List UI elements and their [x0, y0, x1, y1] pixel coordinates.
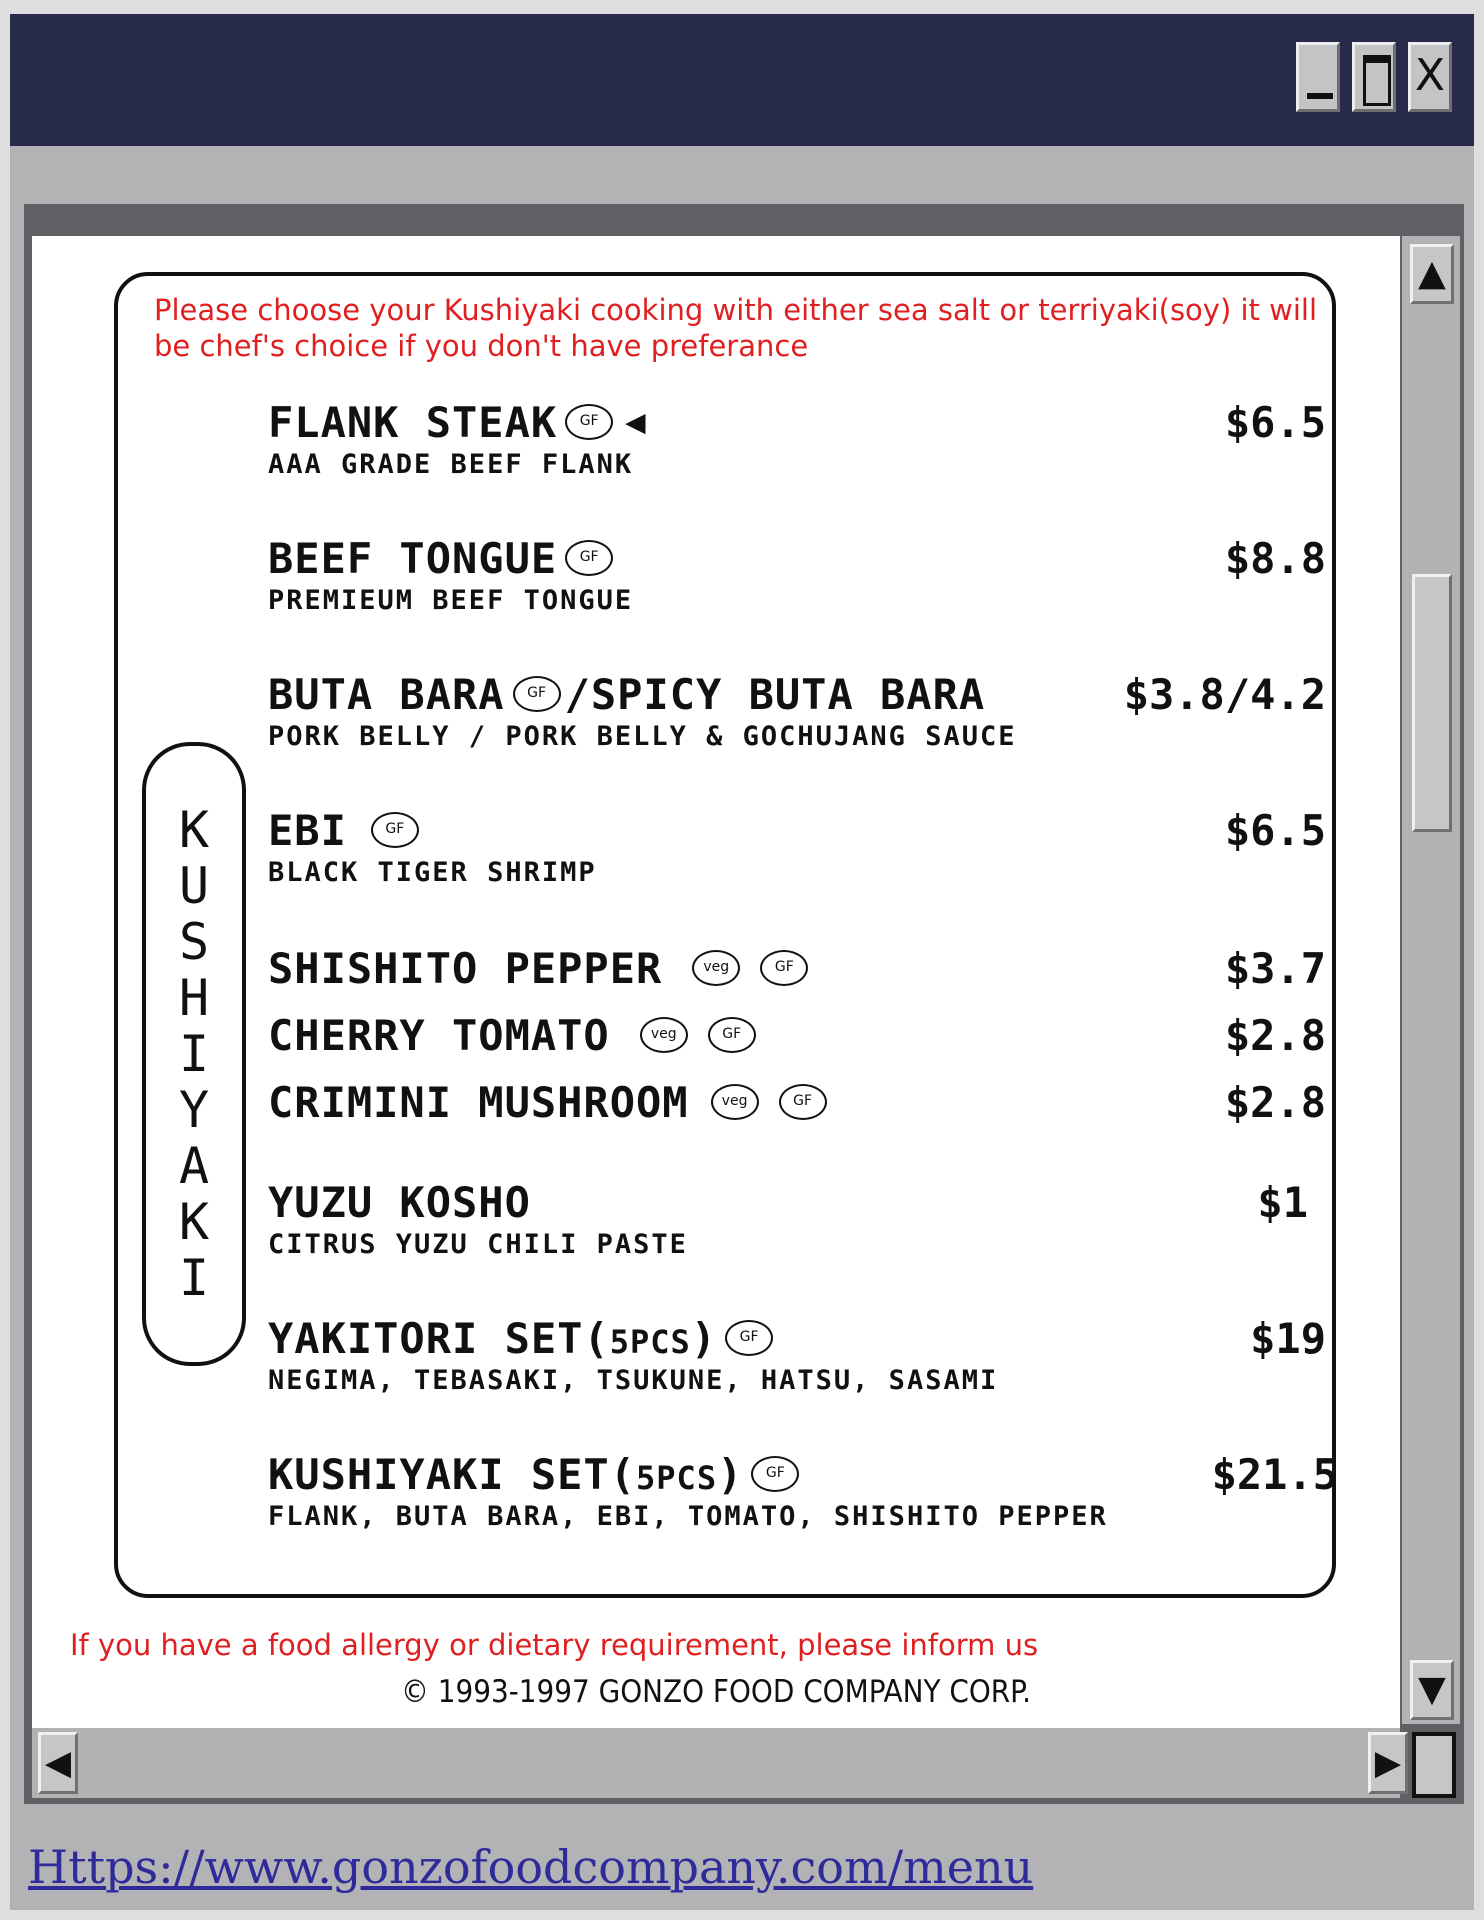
resize-grip[interactable] — [1412, 1732, 1456, 1798]
item-price: $21.5 — [1211, 1450, 1338, 1499]
item-name: KUSHIYAKI SET(5PCS) GF — [268, 1450, 1338, 1499]
item-name: BEEF TONGUE GF — [268, 534, 1338, 583]
minimize-icon — [1307, 93, 1333, 99]
gluten-free-icon: GF — [725, 1320, 773, 1356]
allergy-note: If you have a food allergy or dietary requirement, please inform us — [70, 1628, 1039, 1662]
item-price: $1 — [1257, 1178, 1308, 1227]
menu-url-link[interactable]: Https://www.gonzofoodcompany.com/menu — [28, 1840, 1034, 1894]
menu-item — [268, 1078, 1338, 1127]
scroll-up-button[interactable]: ▲ — [1410, 244, 1454, 304]
vertical-scrollbar[interactable] — [1402, 236, 1460, 1724]
item-price: $6.5 — [1224, 806, 1326, 855]
menu-item — [268, 398, 1338, 480]
item-description: BLACK TIGER SHRIMP — [268, 857, 597, 888]
menu-item — [268, 670, 1338, 752]
menu-document — [32, 236, 1400, 1728]
menu-item — [268, 534, 1338, 616]
scroll-right-button[interactable]: ▶ — [1368, 1732, 1408, 1794]
item-price: $19 — [1250, 1314, 1326, 1363]
menu-item — [268, 944, 1338, 993]
maximize-button[interactable] — [1352, 42, 1396, 112]
item-name: CHERRY TOMATO veg GF — [268, 1011, 1338, 1060]
gluten-free-icon: GF — [760, 950, 808, 986]
item-price: $6.5 — [1224, 398, 1326, 447]
vegetarian-icon: veg — [640, 1017, 688, 1053]
maximize-icon — [1363, 55, 1391, 106]
vegetarian-icon: veg — [692, 950, 740, 986]
item-name: YAKITORI SET(5PCS) GF — [268, 1314, 1338, 1363]
scroll-thumb[interactable] — [1412, 574, 1452, 832]
item-name: YUZU KOSHO — [268, 1178, 531, 1227]
gluten-free-icon: GF — [565, 404, 613, 440]
item-name: SHISHITO PEPPER veg GF — [268, 944, 1338, 993]
item-description: NEGIMA, TEBASAKI, TSUKUNE, HATSU, SASAMI — [268, 1365, 999, 1396]
gluten-free-icon: GF — [565, 540, 613, 576]
copyright: © 1993-1997 GONZO FOOD COMPANY CORP. — [401, 1674, 1031, 1710]
item-description: PREMIEUM BEEF TONGUE — [268, 585, 634, 616]
menu-item — [268, 1314, 1338, 1396]
title-bar[interactable] — [10, 14, 1474, 146]
item-name: BUTA BARA GF /SPICY BUTA BARA — [268, 670, 986, 719]
gluten-free-icon: GF — [708, 1017, 756, 1053]
item-description: CITRUS YUZU CHILI PASTE — [268, 1229, 688, 1260]
horizontal-scrollbar[interactable] — [32, 1728, 1400, 1798]
item-price: $3.7 — [1224, 944, 1326, 993]
menu-item — [268, 1178, 1338, 1260]
section-tab-kushiyaki — [142, 742, 246, 1366]
scroll-down-button[interactable]: ▼ — [1410, 1660, 1454, 1720]
vegetarian-icon: veg — [711, 1084, 759, 1120]
pointer-icon: ◀ — [625, 402, 647, 442]
gluten-free-icon: GF — [513, 676, 561, 712]
gluten-free-icon: GF — [371, 812, 419, 848]
item-price: $8.8 — [1224, 534, 1326, 583]
item-name: FLANK STEAK GF ◀ — [268, 398, 647, 447]
item-description: PORK BELLY / PORK BELLY & GOCHUJANG SAUCE — [268, 721, 1017, 752]
gluten-free-icon: GF — [751, 1456, 799, 1492]
item-price: $3.8/4.2 — [1123, 670, 1326, 719]
menu-item — [268, 806, 1338, 888]
gluten-free-icon: GF — [779, 1084, 827, 1120]
close-button[interactable]: X — [1408, 42, 1452, 112]
item-description: AAA GRADE BEEF FLANK — [268, 449, 634, 480]
menu-item — [268, 1011, 1338, 1060]
menu-item — [268, 1450, 1338, 1532]
item-description: FLANK, BUTA BARA, EBI, TOMATO, SHISHITO PEPPER — [268, 1501, 1108, 1532]
item-price: $2.8 — [1224, 1078, 1326, 1127]
item-name: CRIMINI MUSHROOM veg GF — [268, 1078, 1338, 1127]
item-price: $2.8 — [1224, 1011, 1326, 1060]
minimize-button[interactable] — [1296, 42, 1340, 112]
scroll-left-button[interactable]: ◀ — [38, 1732, 78, 1794]
app-window — [10, 14, 1474, 1910]
section-title: K U S H I Y A K I — [178, 801, 210, 1307]
item-name: EBI GF — [268, 806, 1338, 855]
cooking-notice: Please choose your Kushiyaki cooking with either sea salt or terriyaki(soy) it will be chef's choice if you don't have preferance — [154, 293, 1318, 363]
